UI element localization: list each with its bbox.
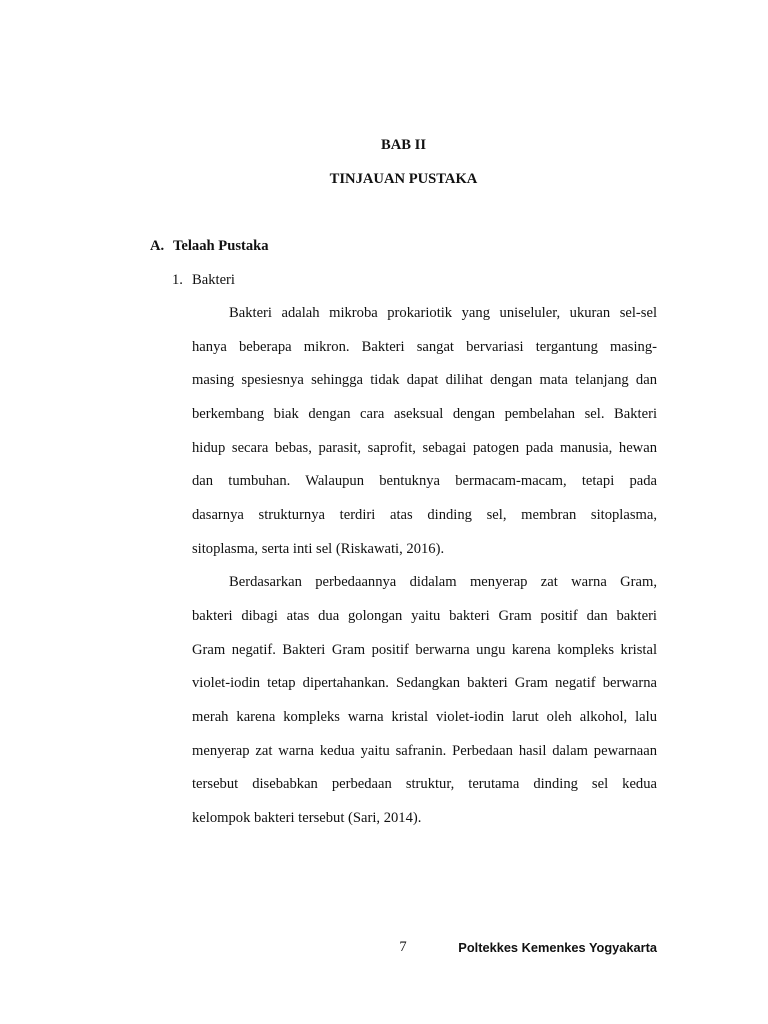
paragraph-line: tersebut disebabkan perbedaan struktur, terutama dinding sel kedua — [192, 776, 657, 793]
paragraph-1 — [192, 297, 657, 566]
subsection-label: 1. — [172, 271, 183, 288]
section-label: A. — [150, 237, 165, 254]
paragraph-line: Gram negatif. Bakteri Gram positif berwarna ungu karena kompleks kristal — [192, 641, 657, 658]
subsection-heading — [150, 264, 657, 298]
paragraph-line: masing spesiesnya sehingga tidak dapat dilihat dengan mata telanjang dan — [192, 372, 657, 389]
blank-line — [150, 196, 657, 230]
paragraph-line: dan tumbuhan. Walaupun bentuknya bermacam-macam, tetapi pada — [192, 473, 657, 490]
page-number: 7 — [399, 939, 407, 955]
body-text — [150, 129, 657, 835]
chapter-number: BAB II — [380, 137, 426, 153]
paragraph-line: menyerap zat warna kedua yaitu safranin. Perbedaan hasil dalam pewarnaan — [192, 742, 657, 759]
paragraph-line: violet-iodin tetap dipertahankan. Sedangkan bakteri Gram negatif berwarna — [192, 675, 657, 692]
paragraph-line: sitoplasma, serta inti sel (Riskawati, 2016). — [192, 540, 445, 557]
paragraph-line: bakteri dibagi atas dua golongan yaitu bakteri Gram positif dan bakteri — [192, 607, 657, 624]
section-title: Telaah Pustaka — [173, 237, 269, 254]
paragraph-line: Berdasarkan perbedaannya didalam menyerap zat warna Gram, — [229, 574, 657, 591]
footer-institution: Poltekkes Kemenkes Yogyakarta — [458, 940, 657, 955]
subsection-title: Bakteri — [192, 271, 235, 288]
paragraph-line: merah karena kompleks warna kristal violet-iodin larut oleh alkohol, lalu — [192, 708, 657, 725]
paragraph-line: dasarnya strukturnya terdiri atas dinding sel, membran sitoplasma, — [192, 507, 657, 524]
paragraph-line: berkembang biak dengan cara aseksual dengan pembelahan sel. Bakteri — [192, 406, 657, 423]
paragraph-line: hanya beberapa mikron. Bakteri sangat bervariasi tergantung masing- — [192, 338, 657, 355]
paragraph-line: Bakteri adalah mikroba prokariotik yang uniseluler, ukuran sel-sel — [229, 305, 657, 322]
chapter-title: TINJAUAN PUSTAKA — [329, 170, 478, 187]
paragraph-line: hidup secara bebas, parasit, saprofit, sebagai patogen pada manusia, hewan — [192, 439, 657, 456]
section-heading — [150, 230, 657, 264]
paragraph-2 — [192, 566, 657, 835]
paragraph-line: kelompok bakteri tersebut (Sari, 2014). — [192, 809, 422, 826]
